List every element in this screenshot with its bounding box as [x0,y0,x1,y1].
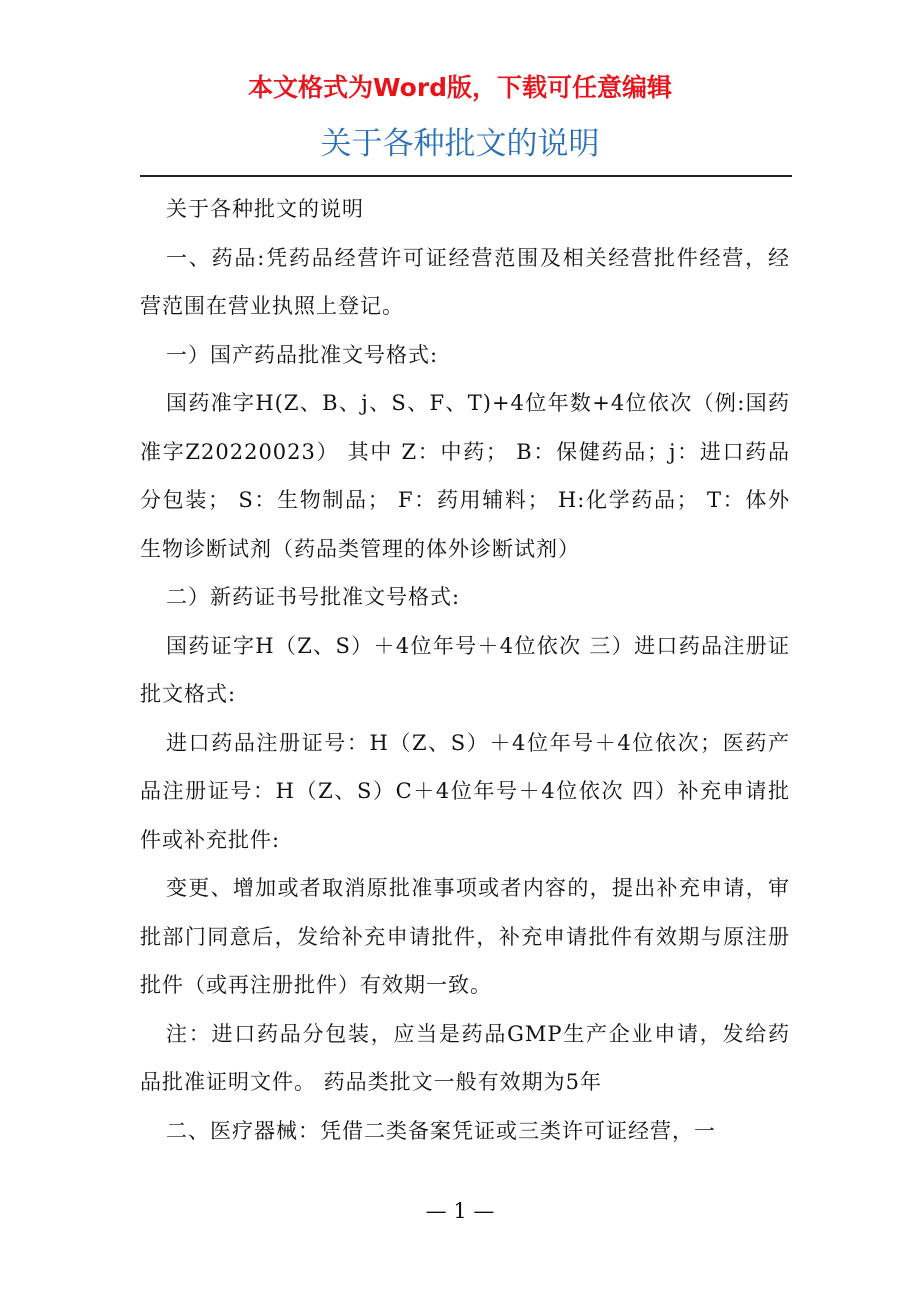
format-notice-banner: 本文格式为Word版，下载可任意编辑 [247,73,673,102]
title-divider [140,175,792,177]
paragraph-domestic-format: 国药准字H(Z、B、j、S、F、T)+4位年数+4位依次（例:国药准字Z20220023） 其中 Z：中药； B：保健药品；j：进口药品分包装； S：生物制品； F：药用辅料； H:化学药品； T：体外生物诊断试剂（药品类管理的体外诊断试剂） [140,391,790,561]
paragraph-heading: 关于各种批文的说明 [166,197,364,221]
paragraph-new-drug-format: 国药证字H（Z、S）＋4位年号＋4位依次 三）进口药品注册证批文格式: [140,633,790,706]
paragraph-domestic-format-heading: 一）国产药品批准文号格式: [166,342,439,367]
page-number: — 1 — [425,1199,495,1223]
paragraph-note: 注：进口药品分包装，应当是药品GMP生产企业申请，发给药品批准证明文件。 药品类批文一般有效期为5年 [140,1021,790,1094]
paragraph-medical-devices: 二、医疗器械：凭借二类备案凭证或三类许可证经营，一 [166,1118,716,1143]
document-body [140,185,790,1155]
page-title: 关于各种批文的说明 [320,126,600,162]
paragraph-drugs-intro: 一、药品:凭药品经营许可证经营范围及相关经营批件经营，经营范围在营业执照上登记。 [140,245,790,318]
paragraph-new-drug-heading: 二）新药证书号批准文号格式: [166,585,461,609]
paragraph-import-registration: 进口药品注册证号：H（Z、S）＋4位年号＋4位依次；医药产品注册证号：H（Z、S）C＋4位年号＋4位依次 四）补充申请批件或补充批件: [140,730,790,852]
paragraph-supplementary: 变更、增加或者取消原批准事项或者内容的，提出补充申请，审批部门同意后，发给补充申请批件，补充申请批件有效期与原注册批件（或再注册批件）有效期一致。 [140,876,790,997]
